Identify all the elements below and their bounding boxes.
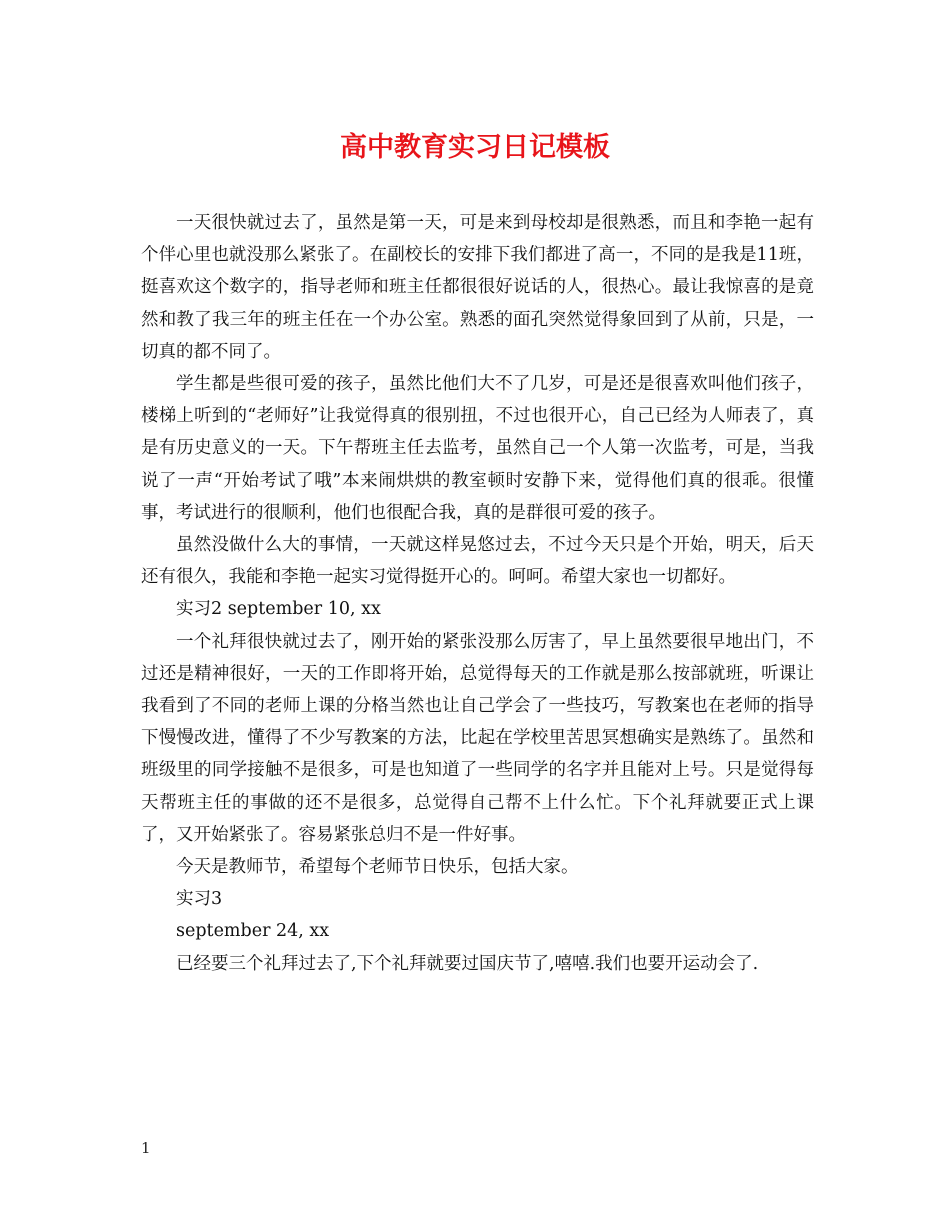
paragraph-teachers-day: 今天是教师节，希望每个老师节日快乐，包括大家。 [176, 857, 579, 878]
entry-date-internship-3: september 24, xx [176, 921, 330, 942]
page-number: 1 [141, 1139, 151, 1157]
document-title: 高中教育实习日记模板 [340, 132, 610, 163]
paragraph-first-day-summary: 虽然没做什么大的事情，一天就这样晃悠过去，不过今天只是个开始，明天，后天还有很久，我能和李艳一起实习觉得挺开心的。呵呵。希望大家也一切都好。 [141, 535, 814, 588]
paragraph-students: 学生都是些很可爱的孩子，虽然比他们大不了几岁，可是还是很喜欢叫他们孩子，楼梯上听到的“老师好”让我觉得真的很别扭，不过也很开心，自己已经为人师表了，真是有历史意义的一天。下午帮班主任去监考，虽然自己一个人第一次监考，可是，当我说了一声“开始考试了哦”本来闹烘烘的教室顿时安静下来，觉得他们真的很乖。很懂事，考试进行的很顺利，他们也很配合我，真的是群很可爱的孩子。 [141, 374, 814, 523]
entry-heading-internship-3: 实习3 [176, 889, 223, 910]
document-body [141, 207, 814, 980]
paragraph-first-day: 一天很快就过去了，虽然是第一天，可是来到母校却是很熟悉，而且和李艳一起有个伴心里也就没那么紧张了。在副校长的安排下我们都进了高一，不同的是我是11班，挺喜欢这个数字的，指导老师和班主任都很很好说话的人，很热心。最让我惊喜的是竟然和教了我三年的班主任在一个办公室。熟悉的面孔突然觉得象回到了从前，只是，一切真的都不同了。 [141, 213, 814, 362]
paragraph-first-week: 一个礼拜很快就过去了，刚开始的紧张没那么厉害了，早上虽然要很早地出门，不过还是精神很好，一天的工作即将开始，总觉得每天的工作就是那么按部就班，听课让我看到了不同的老师上课的分格当然也让自己学会了一些技巧，写教案也在老师的指导下慢慢改进，懂得了不少写教案的方法，比起在学校里苦思冥想确实是熟练了。虽然和班级里的同学接触不是很多，可是也知道了一些同学的名字并且能对上号。只是觉得每天帮班主任的事做的还不是很多，总觉得自己帮不上什么忙。下个礼拜就要正式上课了，又开始紧张了。容易紧张总归不是一件好事。 [141, 631, 814, 845]
entry-heading-internship-2: 实习2 september 10, xx [176, 599, 381, 620]
paragraph-three-weeks: 已经要三个礼拜过去了,下个礼拜就要过国庆节了,嘻嘻.我们也要开运动会了. [176, 953, 759, 974]
